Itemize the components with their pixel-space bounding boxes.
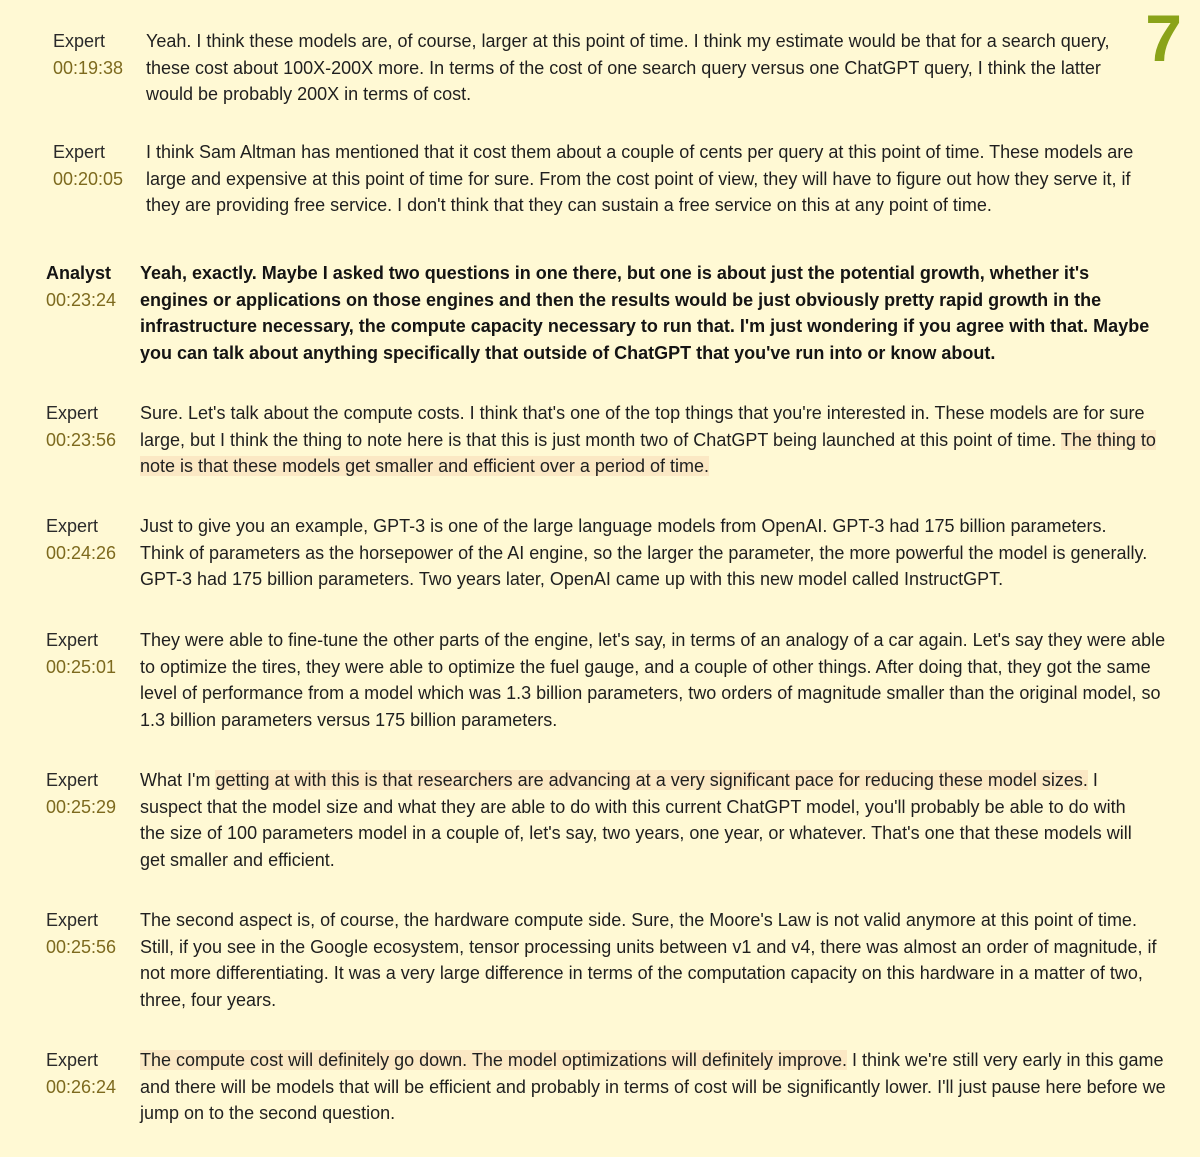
timestamp: 00:25:29	[46, 797, 117, 817]
entry-text	[140, 767, 1155, 874]
highlighted-text: The thing to note is that these models get smaller and efficient over a period of time.	[140, 429, 1156, 477]
entry-text: The second aspect is, of course, the hardware compute side. Sure, the Moore's Law is not valid anymore at this point of time. Still, if you see in the Google ecosystem, tensor processing units between v1 and v4, there was almost an order of magnitude, if not more differentiating. It was a very large difference in terms of the computation capacity on this hardware in a matter of two, three, four years.	[140, 910, 1157, 1011]
entry-text-plain: I think we're still very early in this game and there will be models that will be efficient and probably in terms of cost will be significantly lower. I'll just pause here before we jump on to the second question.	[140, 1050, 1166, 1124]
timestamp: 00:23:24	[46, 290, 117, 310]
transcript-entry	[0, 260, 1200, 368]
page-number: 7	[1145, 1, 1182, 75]
speaker-label: Analyst	[46, 263, 112, 283]
speaker-label: Expert	[46, 1050, 99, 1070]
speaker-label: Expert	[46, 403, 99, 423]
speaker-label: Expert	[46, 630, 99, 650]
transcript-entry	[0, 627, 1200, 735]
timestamp: 00:25:56	[46, 937, 117, 957]
entry-text-plain: I suspect that the model size and what they are able to do with this current ChatGPT model, you'll probably be able to do with the size of 100 parameters model in a couple of, let's say, two years, one year, or whatever. That's one that these models will get smaller and efficient.	[140, 770, 1132, 871]
speaker-label: Expert	[46, 910, 99, 930]
highlighted-text: The compute cost will definitely go down. The model optimizations will definitely improve.	[140, 1050, 847, 1070]
entry-text	[140, 400, 1170, 480]
timestamp: 00:24:26	[46, 543, 117, 563]
transcript-entry	[0, 139, 1200, 221]
entry-text	[140, 1047, 1175, 1127]
timestamp: 00:19:38	[53, 58, 124, 78]
timestamp: 00:20:05	[53, 169, 124, 189]
speaker-label: Expert	[53, 142, 106, 162]
entry-text-plain: What I'm	[140, 770, 216, 790]
timestamp: 00:26:24	[46, 1077, 117, 1097]
transcript-entry	[0, 1047, 1200, 1129]
entry-text-plain: Sure. Let's talk about the compute costs. I think that's one of the top things that you're interested in. These models are for sure large, but I think the thing to note here is that this is just month two of ChatGPT being launched at this point of time.	[140, 403, 1145, 450]
timestamp: 00:25:01	[46, 657, 117, 677]
transcript-entry	[0, 513, 1200, 595]
transcript-entry	[0, 400, 1200, 482]
speaker-label: Expert	[46, 770, 99, 790]
entry-text: Yeah. I think these models are, of course, larger at this point of time. I think my estimate would be that for a search query, these cost about 100X-200X more. In terms of the cost of one search query versus one ChatGPT query, I think the latter would be probably 200X in terms of cost.	[146, 31, 1110, 105]
speaker-label: Expert	[53, 31, 106, 51]
speaker-label: Expert	[46, 516, 99, 536]
timestamp: 00:23:56	[46, 430, 117, 450]
entry-text: I think Sam Altman has mentioned that it cost them about a couple of cents per query at this point of time. These models are large and expensive at this point of time for sure. From the cost point of view, they will have to figure out how they serve it, if they are providing free service. I don't think that they can sustain a free service on this at any point of time.	[146, 142, 1134, 216]
transcript-entry	[0, 907, 1200, 1015]
transcript-entry	[0, 767, 1200, 875]
entry-text: Just to give you an example, GPT-3 is one of the large language models from OpenAI. GPT-3 had 175 billion parameters. Think of parameters as the horsepower of the AI engine, so the larger the parameter, the more powerful the model is generally. GPT-3 had 175 billion parameters. Two years later, OpenAI came up with this new model called InstructGPT.	[140, 516, 1148, 590]
transcript-entry	[0, 28, 1200, 110]
highlighted-text: getting at with this is that researchers are advancing at a very significant pace for reducing these model sizes.	[215, 770, 1088, 790]
entry-text: Yeah, exactly. Maybe I asked two questions in one there, but one is about just the potential growth, whether it's engines or applications on those engines and then the results would be just obviously pretty rapid growth in the infrastructure necessary, the compute capacity necessary to run that. I'm just wondering if you agree with that. Maybe you can talk about anything specifically that outside of ChatGPT that you've run into or know about.	[140, 263, 1150, 364]
entry-text: They were able to fine-tune the other parts of the engine, let's say, in terms of an analogy of a car again. Let's say they were able to optimize the tires, they were able to optimize the fuel gauge, and a couple of other things. After doing that, they got the same level of performance from a model which was 1.3 billion parameters, two orders of magnitude smaller than the original model, so 1.3 billion parameters versus 175 billion parameters.	[140, 630, 1166, 731]
